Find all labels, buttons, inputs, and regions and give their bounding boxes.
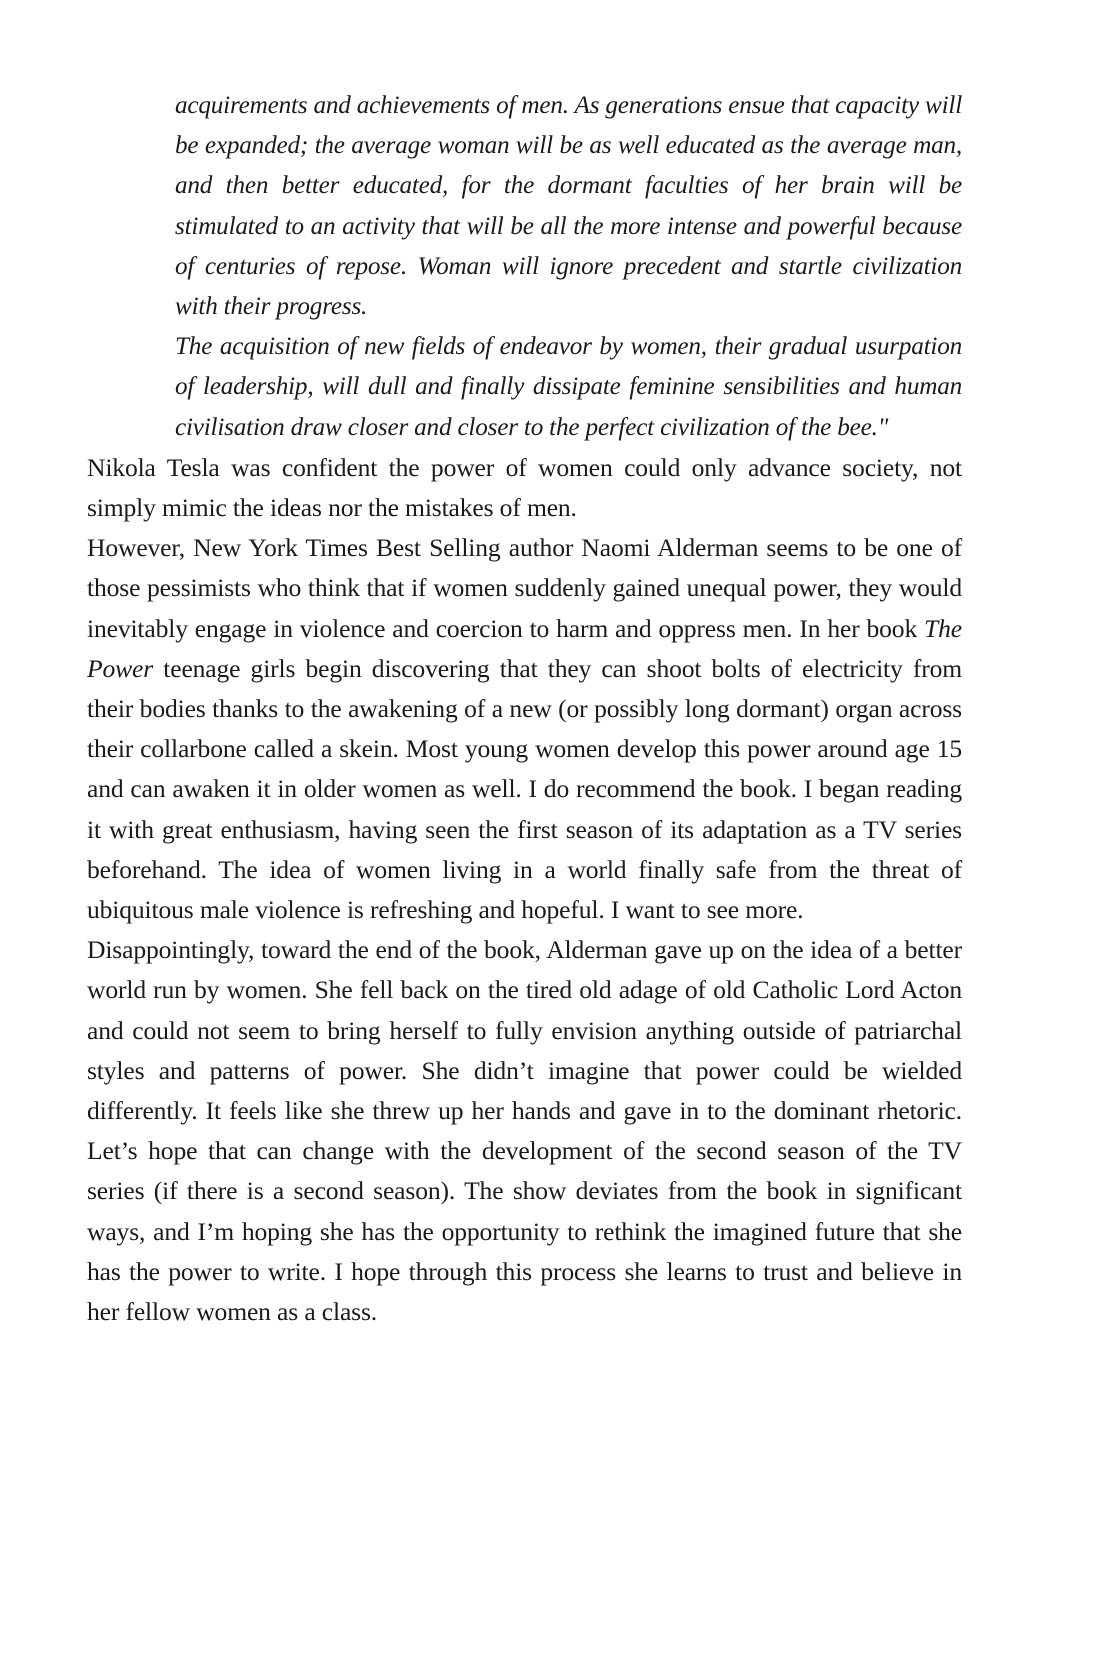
book-title: The Power	[87, 613, 962, 683]
body-text	[87, 448, 962, 1332]
quote-paragraph: The acquisition of new fields of endeavor by women, their gradual usurpation of leadership, will dull and finally dissipate feminine sensibilities and human civilisation draw closer and closer to the perfect civilization of the bee."	[175, 333, 962, 441]
body-paragraph	[87, 528, 962, 930]
paragraph-text: teenage girls begin discovering that they can shoot bolts of electricity from their bodies thanks to the awakening of a new (or possibly long dormant) organ across their collarbone called a skein. Most young women develop this power around age 15 and can awaken it in older women as well. I do recommend the book. I began reading it with great enthusiasm, having seen the first season of its adaptation as a TV series beforehand. The idea of women living in a world finally safe from the threat of ubiquitous male violence is refreshing and hopeful. I want to see more.	[87, 653, 962, 925]
book-page	[87, 86, 962, 1332]
paragraph-text: However, New York Times Best Selling author Naomi Alderman seems to be one of those pessimists who think that if women suddenly gained unequal power, they would inevitably engage in violence and coercion to harm and oppress men. In her book	[87, 533, 962, 643]
quote-paragraph: acquirements and achievements of men. As generations ensue that capacity will be expanded; the average woman will be as well educated as the average man, and then better educated, for the dormant faculties of her brain will be stimulated to an activity that will be all the more intense and powerful because of centuries of repose. Woman will ignore precedent and startle civilization with their progress.	[175, 92, 962, 321]
body-paragraph: Nikola Tesla was confident the power of women could only advance society, not simply mimic the ideas nor the mistakes of men.	[87, 452, 962, 523]
tesla-blockquote	[175, 86, 962, 448]
body-paragraph: Disappointingly, toward the end of the book, Alderman gave up on the idea of a better world run by women. She fell back on the tired old adage of old Catholic Lord Acton and could not seem to bring herself to fully envision anything outside of patriarchal styles and patterns of power. She didn’t imagine that power could be wielded differently. It feels like she threw up her hands and gave in to the dominant rhetoric. Let’s hope that can change with the development of the second season of the TV series (if there is a second season). The show deviates from the book in significant ways, and I’m hoping she has the opportunity to rethink the imagined future that she has the power to write. I hope through this process she learns to trust and believe in her fellow women as a class.	[87, 935, 962, 1327]
